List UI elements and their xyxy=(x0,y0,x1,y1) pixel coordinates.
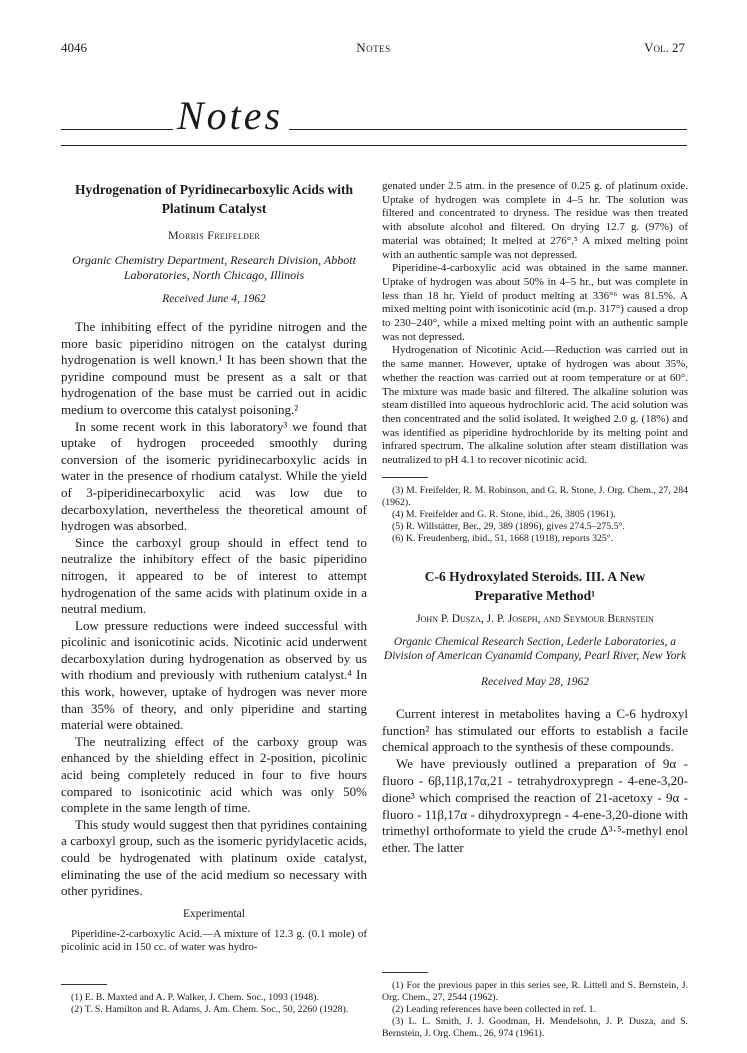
article1-received: Received June 4, 1962 xyxy=(162,293,266,305)
article2-authors: John P. Dusza, J. P. Joseph, and Seymour Bernstein xyxy=(416,612,654,625)
banner-title: Notes xyxy=(177,93,284,138)
left-footnotes xyxy=(61,984,367,1016)
article1-paragraph: The inhibiting effect of the pyridine nitrogen and the more basic piperidino nitrogen on the catalyst during hydrogenation is well known.¹ It has been shown that the pyridine compound must be present as a salt or that hydrogenation of the base must be carried out in acidic medium to overcome this catalyst poisoning.² xyxy=(61,319,367,417)
article2-paragraph: We have previously outlined a preparation of 9α - fluoro - 6β,11β,17α,21 - tetrahydroxypregn - 4-ene-3,20-dione³ which comprised the reaction of 21-acetoxy - 9α - fluoro - 11β,17α - dihydroxypregn - 4-ene-3,20-dione with trimethyl orthoformate to yield the crude Δ³·⁵-methyl enol ether. The latter xyxy=(382,756,688,856)
article1-paragraph: Low pressure reductions were indeed successful with picolinic and isonicotinic acids. Nicotinic acid underwent decarboxylation during hydrogenation as observed by us with rhodium and previously with ruthenium catalyst.⁴ In this work, however, uptake of hydrogen was never more than 35% of theory, and only piperidine and starting material were obtained. xyxy=(61,617,367,733)
article2-affiliation: Organic Chemical Research Section, Lederle Laboratories, a Division of American Cyanamid Company, Pearl River, New York xyxy=(383,635,687,663)
article1-paragraph: Since the carboxyl group should in effect tend to neutralize the inhibitory effect of the basic piperidino nitrogen, it appeared to be of interest to attempt hydrogenation of the same acids with platinum oxide in a neutral medium. xyxy=(61,534,367,617)
running-head: Notes xyxy=(356,40,391,55)
footnote-rule xyxy=(382,477,428,478)
footnote: (2) Leading references have been collected in ref. 1. xyxy=(392,1004,596,1015)
right-column xyxy=(382,180,688,857)
notes-banner xyxy=(61,90,687,150)
article1-author: Morris Freifelder xyxy=(167,228,261,242)
experimental-paragraph: Piperidine-2-carboxylic Acid.—A mixture of 12.3 g. (0.1 mole) of picolinic acid in 150 cc. of water was hydro- xyxy=(61,927,367,954)
page-number: 4046 xyxy=(61,40,87,55)
footnote: (6) K. Freudenberg, ibid., 51, 1668 (1918), reports 325°. xyxy=(392,532,614,544)
experimental-paragraph: genated under 2.5 atm. in the presence of 0.25 g. of platinum oxide. Uptake of hydrogen was complete in 4–5 hr. The solution was filtered and concentrated to dryness. The residue was then treated with absolute alcohol and filtered. On drying 12.7 g. (97%) of material was obtained; It melted at 276°.⁵ A mixed melting point with an authentic sample was not depressed. xyxy=(382,180,688,261)
volume-label: Vol. 27 xyxy=(644,40,685,55)
banner-rule-full xyxy=(61,145,687,146)
footnote: (5) R. Willstätter, Ber., 29, 389 (1896), gives 274.5–275.5°. xyxy=(392,520,625,532)
article1-title: Hydrogenation of Pyridinecarboxylic Acids with Platinum Catalyst xyxy=(74,182,353,216)
footnote: (3) M. Freifelder, R. M. Robinson, and G. R. Stone, J. Org. Chem., 27, 284 (1962). xyxy=(382,484,688,508)
footnote: (2) T. S. Hamilton and R. Adams, J. Am. Chem. Soc., 50, 2260 (1928). xyxy=(71,1004,349,1015)
footnote-rule xyxy=(61,984,107,985)
right-footnotes xyxy=(382,972,688,1040)
experimental-heading: Experimental xyxy=(183,907,245,920)
experimental-paragraph: Hydrogenation of Nicotinic Acid.—Reduction was carried out in the same manner. However, uptake of hydrogen was about 35%, whether the reaction was carried out at room temperature or at 60°. The mixture was made basic and filtered. The alkaline solution was steam distilled into aqueous hydrochloric acid. The acid solution was then concentrated and the solid isolated. It weighed 2.0 g. (18%) and was identified as piperidine hydrochloride by its melting point and infrared spectrum. The alkaline solution after steam distillation was neutralized to pH 4.1 to recover nicotinic acid. xyxy=(382,344,688,467)
article2-paragraph: Current interest in metabolites having a C-6 hydroxyl function² has stimulated our efforts to establish a facile chemical approach to the synthesis of these compounds. xyxy=(382,705,688,755)
article2-title: C-6 Hydroxylated Steroids. III. A New Preparative Method¹ xyxy=(424,568,646,603)
left-column xyxy=(61,180,367,955)
footnote: (3) L. L. Smith, J. J. Goodman, H. Mendelsohn, J. P. Dusza, and S. Bernstein, J. Org. Chem., 26, 974 (1961). xyxy=(382,1016,688,1039)
footnote: (1) For the previous paper in this series see, R. Littell and S. Bernstein, J. Org. Chem., 27, 2544 (1962). xyxy=(382,980,688,1003)
article1-paragraph: The neutralizing effect of the carboxy group was enhanced by the shielding effect in 2-position, picolinic acid being completely reduced in four to five hours compared to isonicotinic acid which was only 50% complete in the same length of time. xyxy=(61,733,367,816)
article1-affiliation: Organic Chemistry Department, Research Division, Abbott Laboratories, North Chicago, Illinois xyxy=(72,253,356,282)
experimental-paragraph: Piperidine-4-carboxylic acid was obtained in the same manner. Uptake of hydrogen was about 50% in 4–5 hr., but was complete in less than 18 hr. Yield of product melting at 336°⁶ was 81.5%. A mixed melting point with isonicotinic acid (m.p. 317°) caused a drop to 230–240°, while a mixed melting point with an authentic sample was not depressed. xyxy=(382,262,688,343)
footnote: (4) M. Freifelder and G. R. Stone, ibid., 26, 3805 (1961). xyxy=(392,508,616,520)
article2-received: Received May 28, 1962 xyxy=(481,675,589,688)
footnote: (1) E. B. Maxted and A. P. Walker, J. Chem. Soc., 1093 (1948). xyxy=(71,992,319,1003)
article1-paragraph: This study would suggest then that pyridines containing a carboxyl group, such as the isomeric pyridylacetic acids, could be hydrogenated with platinum oxide catalyst, eliminating the use of the acid medium so necessary with other pyridines. xyxy=(61,816,367,899)
footnote-rule xyxy=(382,972,428,973)
banner-rule-right xyxy=(289,129,687,130)
article1-paragraph: In some recent work in this laboratory³ we found that uptake of hydrogen proceeded smoothly during conversion of the isomeric pyridinecarboxylic acids in water in the presence of rhodium catalyst. While the yield of 3-piperidinecarboxylic acid was low due to decarboxylation, nevertheless the theoretical amount of hydrogen was absorbed. xyxy=(61,418,367,534)
banner-rule-left xyxy=(61,129,173,130)
